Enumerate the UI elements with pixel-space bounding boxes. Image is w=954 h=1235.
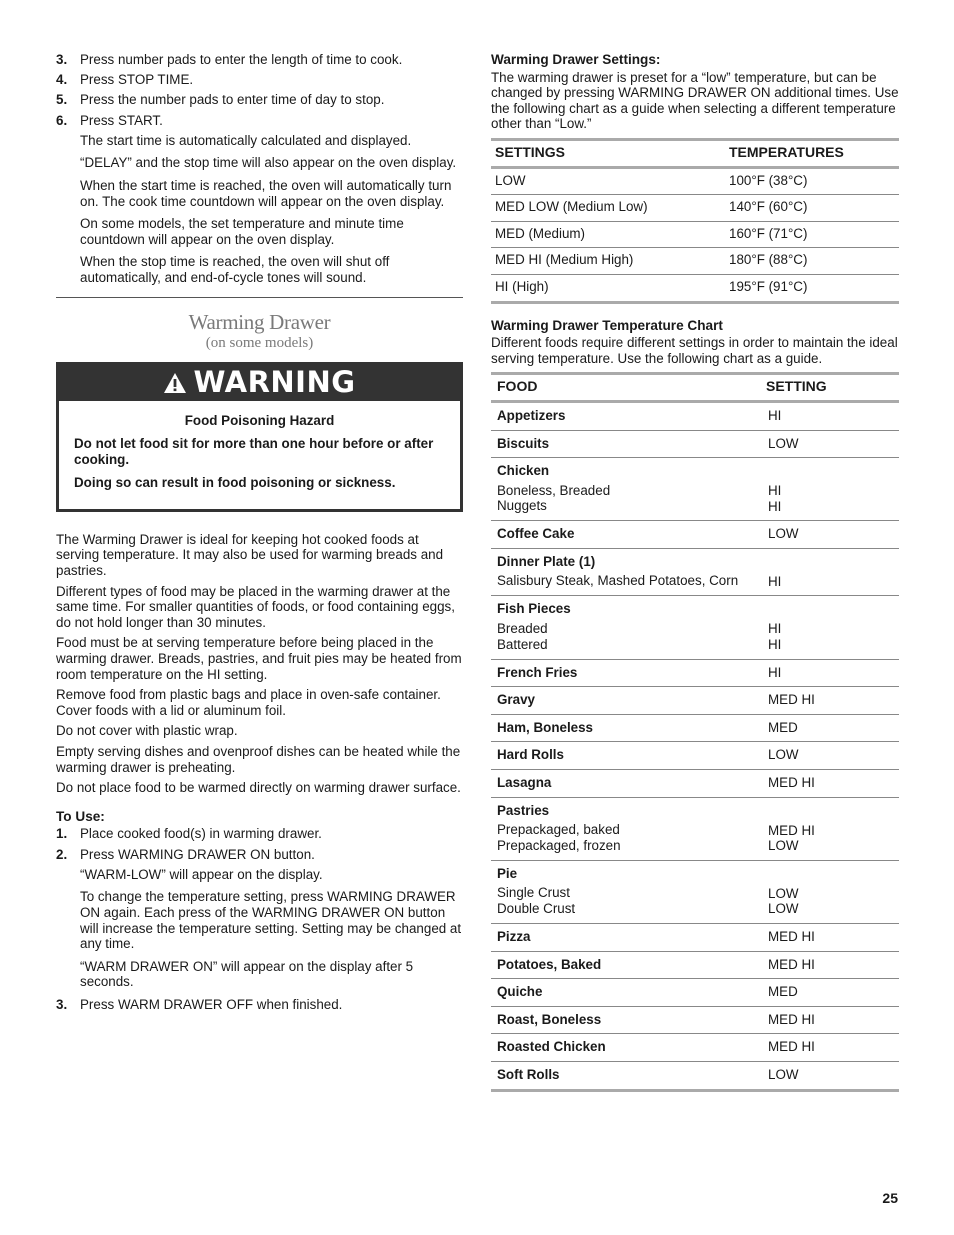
food-cell bbox=[491, 430, 762, 458]
food-name: Ham, Boneless bbox=[497, 719, 594, 735]
use-step-1: 1. Place cooked food(s) in warming drawer. bbox=[56, 826, 322, 842]
food-variant: Prepackaged, frozen bbox=[497, 837, 621, 853]
food-cell bbox=[491, 860, 762, 923]
info-paragraph: Empty serving dishes and ovenproof dishes can be heated while the warming drawer is preheating. bbox=[56, 744, 461, 775]
info-paragraph: Different types of food may be placed in the warming drawer at the same time. For smaller quantities of foods, or food containing eggs, do not hold longer than 30 minutes. bbox=[56, 583, 455, 630]
setting-cell bbox=[762, 401, 899, 430]
table-row bbox=[491, 742, 899, 770]
food-cell bbox=[491, 797, 762, 860]
temperature-cell: 140°F (60°C) bbox=[725, 195, 899, 222]
step-4: 4. Press STOP TIME. bbox=[56, 72, 194, 88]
setting-cell bbox=[762, 979, 899, 1007]
column-header: SETTINGS bbox=[491, 139, 725, 167]
setting-spacer bbox=[768, 803, 895, 823]
setting-value: MED HI bbox=[768, 822, 815, 838]
hazard-title: Food Poisoning Hazard bbox=[184, 412, 335, 428]
table-row bbox=[491, 770, 899, 798]
temperature-cell: 180°F (88°C) bbox=[725, 248, 899, 275]
settings-heading: Warming Drawer Settings: bbox=[491, 52, 661, 67]
setting-value: MED HI bbox=[768, 775, 815, 791]
food-variant: Nuggets bbox=[497, 498, 547, 514]
use-step-2-note: To change the temperature setting, press WARMING DRAWER ON again. Each press of the WARMING DRAWER ON button will increase the temperature setting. Setting may be changed at any time. bbox=[80, 889, 462, 952]
food-cell bbox=[491, 1034, 762, 1062]
setting-value: MED HI bbox=[768, 1011, 815, 1027]
table-row bbox=[491, 521, 899, 549]
table-row bbox=[491, 714, 899, 742]
setting-cell bbox=[762, 548, 899, 596]
setting-value: MED bbox=[768, 719, 798, 735]
step-6-note: The start time is automatically calculated and displayed. bbox=[80, 132, 412, 148]
step-6-note: “DELAY” and the stop time will also appear on the oven display. bbox=[80, 155, 457, 171]
food-name: Chicken bbox=[497, 463, 550, 479]
column-header: FOOD bbox=[491, 374, 762, 402]
table-row bbox=[491, 401, 899, 430]
food-cell bbox=[491, 1006, 762, 1034]
setting-value: MED bbox=[768, 984, 798, 1000]
info-paragraph: Food must be at serving temperature before being placed in the warming drawer. Breads, pastries, and fruit pies may be heated from room temperature on the HI setting. bbox=[56, 635, 462, 682]
food-name: French Fries bbox=[497, 664, 578, 680]
left-column bbox=[56, 52, 463, 1017]
setting-cell bbox=[762, 1061, 899, 1090]
use-step-2: 2. Press WARMING DRAWER ON button. bbox=[56, 846, 315, 862]
setting-value: MED HI bbox=[768, 692, 815, 708]
to-use-steps bbox=[56, 826, 463, 1012]
setting-spacer bbox=[768, 554, 895, 574]
food-variant: Prepackaged, baked bbox=[497, 822, 620, 838]
setting-cell bbox=[762, 742, 899, 770]
info-paragraph: The Warming Drawer is ideal for keeping hot cooked foods at serving temperature. It may also be used for warming breads and pastries. bbox=[56, 531, 444, 579]
table-row bbox=[491, 195, 899, 222]
step-5: 5. Press the number pads to enter time of day to stop. bbox=[56, 92, 385, 108]
warning-header bbox=[59, 365, 460, 401]
setting-cell: MED HI (Medium High) bbox=[491, 248, 725, 275]
setting-cell bbox=[762, 714, 899, 742]
setting-cell bbox=[762, 596, 899, 659]
use-step-2-note: “WARM-LOW” will appear on the display. bbox=[80, 866, 323, 882]
setting-value: HI bbox=[768, 637, 782, 653]
table-header-row bbox=[491, 374, 899, 402]
setting-value: LOW bbox=[768, 526, 799, 542]
setting-value: LOW bbox=[768, 885, 799, 901]
section-title: Warming Drawer bbox=[188, 309, 331, 334]
food-name: Quiche bbox=[497, 984, 543, 1000]
temperature-cell: 195°F (91°C) bbox=[725, 274, 899, 302]
section-divider bbox=[56, 297, 463, 298]
use-step-3: 3. Press WARM DRAWER OFF when finished. bbox=[56, 996, 343, 1012]
food-cell bbox=[491, 521, 762, 549]
setting-cell bbox=[762, 687, 899, 715]
setting-cell bbox=[762, 1034, 899, 1062]
info-paragraph: Do not cover with plastic wrap. bbox=[56, 723, 238, 739]
table-row bbox=[491, 1006, 899, 1034]
food-variant: Battered bbox=[497, 636, 548, 652]
setting-cell: LOW bbox=[491, 167, 725, 195]
food-cell bbox=[491, 659, 762, 687]
food-name: Potatoes, Baked bbox=[497, 956, 602, 972]
food-variant: Double Crust bbox=[497, 901, 576, 916]
column-header: TEMPERATURES bbox=[725, 139, 899, 167]
table-row bbox=[491, 167, 899, 195]
food-name: Hard Rolls bbox=[497, 747, 564, 763]
food-cell bbox=[491, 548, 762, 596]
table-row bbox=[491, 596, 899, 659]
food-name: Appetizers bbox=[497, 407, 566, 423]
food-variant: Single Crust bbox=[497, 885, 570, 901]
table-row bbox=[491, 1034, 899, 1062]
food-cell bbox=[491, 979, 762, 1007]
setting-value: MED HI bbox=[768, 956, 815, 972]
section-subtitle: (on some models) bbox=[205, 334, 314, 351]
setting-cell bbox=[762, 951, 899, 979]
food-cell bbox=[491, 1061, 762, 1090]
chart-heading: Warming Drawer Temperature Chart bbox=[491, 317, 723, 333]
food-name: Coffee Cake bbox=[497, 526, 575, 542]
to-use-heading: To Use: bbox=[56, 808, 105, 824]
setting-value: LOW bbox=[768, 901, 799, 917]
table-row bbox=[491, 797, 899, 860]
setting-value: HI bbox=[768, 483, 782, 499]
settings-table-body bbox=[491, 167, 899, 302]
warning-triangle-icon bbox=[163, 372, 187, 394]
food-cell bbox=[491, 687, 762, 715]
setting-value: LOW bbox=[768, 838, 799, 854]
warning-text: Do not let food sit for more than one hour before or after cooking. bbox=[74, 436, 434, 467]
chart-intro: Different foods require different settings in order to maintain the ideal serving temperature. Use the following chart as a guide. bbox=[491, 335, 898, 366]
table-header-row bbox=[491, 139, 899, 167]
step-6: 6. Press START. bbox=[56, 112, 163, 128]
info-paragraph: Do not place food to be warmed directly on warming drawer surface. bbox=[56, 780, 461, 796]
food-variant: Boneless, Breaded bbox=[497, 482, 611, 498]
step-6-note: On some models, the set temperature and minute time countdown will appear on the oven display. bbox=[80, 216, 404, 247]
table-row bbox=[491, 951, 899, 979]
temperature-cell: 100°F (38°C) bbox=[725, 167, 899, 195]
food-cell bbox=[491, 401, 762, 430]
food-table-body bbox=[491, 401, 899, 1090]
table-row bbox=[491, 548, 899, 596]
food-cell bbox=[491, 742, 762, 770]
page-number: 25 bbox=[882, 1190, 898, 1206]
food-cell bbox=[491, 770, 762, 798]
setting-value: HI bbox=[768, 664, 782, 680]
table-row bbox=[491, 979, 899, 1007]
setting-cell: HI (High) bbox=[491, 274, 725, 302]
delay-steps bbox=[56, 52, 463, 286]
food-name: Pie bbox=[497, 865, 518, 881]
food-name: Gravy bbox=[497, 692, 535, 708]
setting-spacer bbox=[768, 866, 895, 886]
food-name: Roast, Boneless bbox=[497, 1011, 602, 1027]
setting-value: HI bbox=[768, 407, 782, 423]
warning-box bbox=[56, 362, 463, 512]
setting-value: LOW bbox=[768, 435, 799, 451]
table-row bbox=[491, 924, 899, 952]
step-6-note: When the stop time is reached, the oven will shut off automatically, and end-of-cycle tones will sound. bbox=[80, 254, 390, 285]
warning-label: WARNING bbox=[193, 364, 356, 399]
table-row bbox=[491, 458, 899, 521]
food-variant: Breaded bbox=[497, 621, 548, 637]
setting-cell bbox=[762, 659, 899, 687]
table-row bbox=[491, 1061, 899, 1090]
food-cell bbox=[491, 714, 762, 742]
food-name: Soft Rolls bbox=[497, 1066, 560, 1082]
setting-cell bbox=[762, 1006, 899, 1034]
step-3: 3. Press number pads to enter the length of time to cook. bbox=[56, 52, 403, 67]
setting-cell: MED LOW (Medium Low) bbox=[491, 195, 725, 222]
info-paragraph: Remove food from plastic bags and place in oven-safe container. Cover foods with a lid or aluminum foil. bbox=[56, 687, 441, 718]
setting-cell bbox=[762, 860, 899, 923]
setting-cell bbox=[762, 770, 899, 798]
food-table bbox=[491, 372, 899, 1091]
setting-value: MED HI bbox=[768, 1039, 815, 1055]
warming-drawer-info bbox=[56, 532, 463, 796]
food-name: Pizza bbox=[497, 929, 531, 944]
table-row bbox=[491, 860, 899, 923]
table-row bbox=[491, 687, 899, 715]
food-name: Roasted Chicken bbox=[497, 1039, 606, 1055]
food-name: Biscuits bbox=[497, 435, 550, 451]
setting-value: LOW bbox=[768, 747, 799, 763]
food-name: Dinner Plate (1) bbox=[497, 553, 596, 569]
warning-body bbox=[59, 401, 460, 509]
step-6-note: When the start time is reached, the oven will automatically turn on. The cook time countdown will appear on the oven display. bbox=[80, 177, 452, 209]
table-row bbox=[491, 274, 899, 302]
setting-value: LOW bbox=[768, 1066, 799, 1082]
food-cell bbox=[491, 596, 762, 659]
setting-spacer bbox=[768, 463, 895, 483]
setting-cell bbox=[762, 797, 899, 860]
food-cell bbox=[491, 924, 762, 952]
setting-cell: MED (Medium) bbox=[491, 221, 725, 248]
setting-cell bbox=[762, 430, 899, 458]
food-cell bbox=[491, 951, 762, 979]
food-variant: Salisbury Steak, Mashed Potatoes, Corn bbox=[497, 573, 739, 589]
setting-cell bbox=[762, 924, 899, 952]
setting-value: HI bbox=[768, 621, 782, 637]
table-row bbox=[491, 430, 899, 458]
table-row bbox=[491, 659, 899, 687]
food-cell bbox=[491, 458, 762, 521]
food-name: Fish Pieces bbox=[497, 601, 571, 617]
right-column bbox=[491, 52, 899, 1092]
setting-cell bbox=[762, 458, 899, 521]
food-name: Lasagna bbox=[497, 775, 552, 791]
settings-intro: The warming drawer is preset for a “low” temperature, but can be changed by pressing WARMING DRAWER ON additional times. Use the following chart as a guide when selecting a different temperature other than “Low.” bbox=[491, 69, 899, 132]
settings-table bbox=[491, 138, 899, 304]
temperature-cell: 160°F (71°C) bbox=[725, 221, 899, 248]
setting-value: MED HI bbox=[768, 929, 815, 944]
column-header: SETTING bbox=[762, 374, 899, 402]
setting-value: HI bbox=[768, 498, 782, 514]
setting-value: HI bbox=[768, 573, 782, 589]
warning-text: Doing so can result in food poisoning or sickness. bbox=[74, 475, 396, 491]
table-row bbox=[491, 221, 899, 248]
use-step-2-note: “WARM DRAWER ON” will appear on the display after 5 seconds. bbox=[80, 958, 414, 990]
setting-cell bbox=[762, 521, 899, 549]
setting-spacer bbox=[768, 601, 895, 621]
table-row bbox=[491, 248, 899, 275]
food-name: Pastries bbox=[497, 802, 550, 818]
